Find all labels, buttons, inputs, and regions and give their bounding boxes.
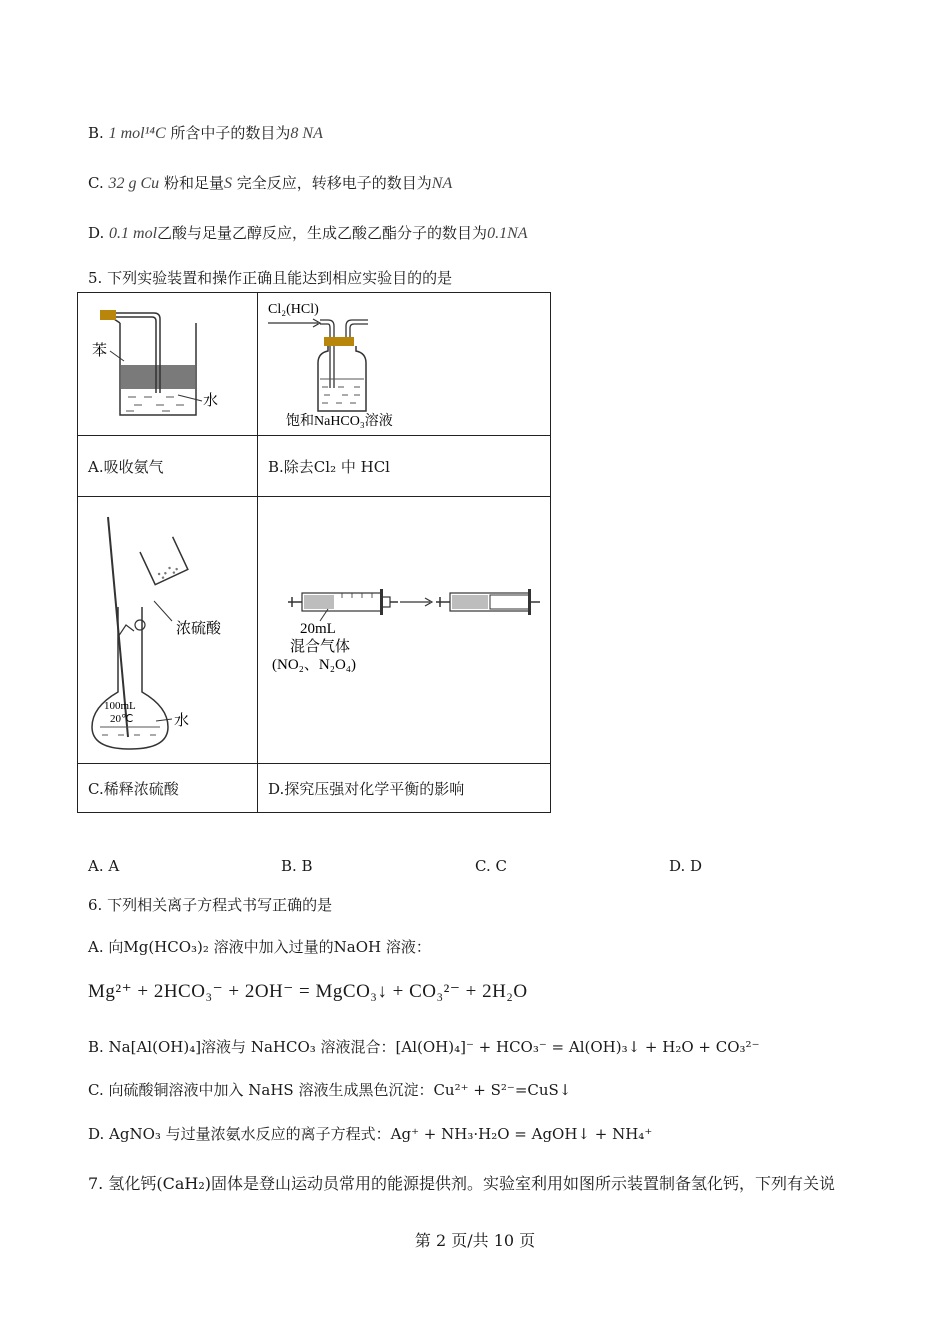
caption-a: A.吸收氨气 [78, 436, 258, 497]
label-benzene: 苯 [92, 343, 108, 359]
caption-b: B.除去Cl₂ 中 HCl [258, 436, 551, 497]
q4-option-b: B. 1 mol¹⁴C 所含中子的数目为8 NA [88, 124, 323, 142]
q5-apparatus-table [77, 292, 551, 813]
caption-d: D.探究压强对化学平衡的影响 [258, 764, 551, 813]
choice-c: C. C [475, 857, 507, 875]
apparatus-c-figure [78, 497, 258, 764]
page-footer: 第 2 页/共 10 页 [414, 1231, 536, 1250]
label-acid: 浓硫酸 [176, 621, 222, 637]
choice-d: D. D [669, 857, 703, 875]
choice-a: A. A [88, 857, 120, 875]
choice-b: B. B [281, 857, 313, 875]
q6-stem: 6. 下列相关离子方程式书写正确的是 [88, 896, 333, 914]
q5-stem: 5. 下列实验装置和操作正确且能达到相应实验目的的是 [88, 269, 453, 287]
label-mixed-gas: 混合气体 [290, 639, 351, 655]
q6-option-c: C. 向硫酸铜溶液中加入 NaHS 溶液生成黑色沉淀：Cu²⁺ + S²⁻=CuS↓ [88, 1081, 572, 1099]
label-water-a: 水 [203, 393, 219, 409]
q6-option-d: D. AgNO₃ 与过量浓氨水反应的离子方程式：Ag⁺ + NH₃·H₂O = AgOH↓ + NH₄⁺ [88, 1125, 653, 1143]
label-flask-temp: 20℃ [110, 713, 134, 725]
q7-stem: 7. 氢化钙(CaH₂)固体是登山运动员常用的能源提供剂。实验室利用如图所示装置制备氢化钙，下列有关说 [88, 1174, 835, 1193]
apparatus-d-figure [258, 497, 551, 764]
label-water-c: 水 [174, 713, 190, 729]
apparatus-a-figure [78, 293, 258, 436]
q4-option-c: C. 32 g Cu 粉和足量S 完全反应，转移电子的数目为NA [88, 174, 453, 192]
label-gas-b: Cl₂(HCl) [268, 302, 319, 317]
label-solution-b: 饱和NaHCO₃溶液 [286, 414, 393, 429]
apparatus-b-figure [258, 293, 551, 436]
label-volume: 20mL [300, 621, 336, 637]
q6-option-a-equation: Mg²⁺ + 2HCO₃⁻ + 2OH⁻ = MgCO₃↓ + CO₃²⁻ + 2H₂O [88, 981, 528, 1002]
q4-option-d: D. 0.1 mol乙酸与足量乙醇反应，生成乙酸乙酯分子的数目为0.1NA [88, 224, 528, 242]
label-species: (NO₂、N₂O₄) [272, 657, 357, 673]
q6-option-b: B. Na[Al(OH)₄]溶液与 NaHCO₃ 溶液混合：[Al(OH)₄]⁻ + HCO₃⁻ = Al(OH)₃↓ + H₂O + CO₃²⁻ [88, 1038, 760, 1056]
q6-option-a-intro: A. 向Mg(HCO₃)₂ 溶液中加入过量的NaOH 溶液： [88, 938, 431, 956]
label-flask-volume: 100mL [104, 700, 136, 712]
caption-c: C.稀释浓硫酸 [78, 764, 258, 813]
